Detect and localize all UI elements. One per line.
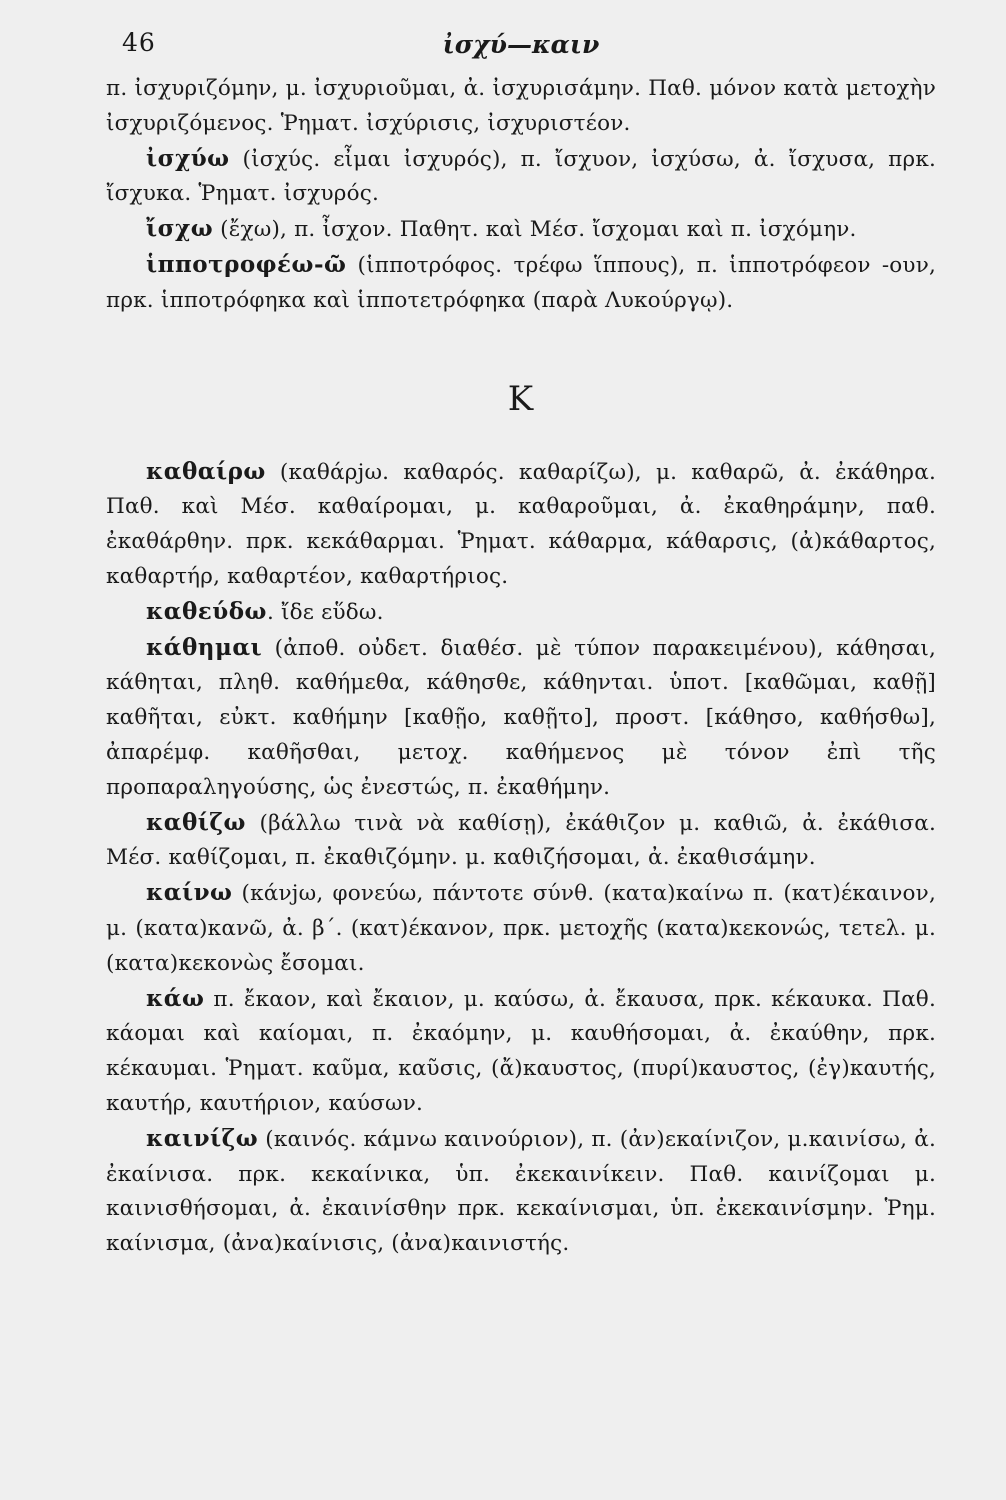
entry-katheudo <box>106 595 936 631</box>
page-number: 46 <box>122 28 156 57</box>
entry-text: (ἱπποτρόφος. τρέφω ἵππους), π. ἱπποτρόφεον -ουν, πρκ. ἱπποτρόφηκα καὶ ἱπποτετρόφηκα (παρὰ Λυκούργῳ). <box>106 252 936 313</box>
entry-text: . ἴδε εὕδω. <box>266 599 384 625</box>
section-letter-heading: K <box>507 378 535 419</box>
entry-headword: καθεύδω <box>146 597 267 625</box>
entry-ischyo <box>106 142 936 213</box>
entry-kathizo <box>106 806 936 877</box>
entry-headword: ἰσχύω <box>146 144 230 172</box>
running-head <box>106 28 936 72</box>
entry-text: (καθάρjω. καθαρός. καθαρίζω), μ. καθαρῶ, ἀ. ἐκάθηρα. Παθ. καὶ Μέσ. καθαίρομαι, μ. καθαροῦμαι, ἀ. ἐκαθηράμην, παθ. ἐκαθάρθην. πρκ. κεκάθαρμαι. Ῥηματ. κάθαρμα, κάθαρσις, (ἀ)κάθαρτος, καθαρτήρ, καθαρτέον, καθαρτήριος. <box>106 459 936 589</box>
entry-kathemai <box>106 631 936 806</box>
entry-hippotropheo <box>106 248 936 319</box>
entry-ischo <box>106 212 936 248</box>
entry-headword: κάω <box>146 984 205 1012</box>
entry-text: (κάνjω, φονεύω, πάντοτε σύνθ. (κατα)καίνω π. (κατ)έκαινον, μ. (κατα)κανῶ, ἀ. β΄. (κατ)έκανον, πρκ. μετοχῆς (κατα)κεκονώς, τετελ. μ. (κατα)κεκονὼς ἔσομαι. <box>106 881 936 976</box>
entry-kao <box>106 982 936 1122</box>
k-entries <box>106 455 936 1262</box>
entry-headword: καθαίρω <box>146 457 266 485</box>
entry-kathairo <box>106 455 936 595</box>
entry-kainizo <box>106 1122 936 1262</box>
entry-text: (ἀποθ. οὐδετ. διαθέσ. μὲ τύπον παρακειμένου), κάθησαι, κάθηται, πληθ. καθήμεθα, κάθησθε, κάθηνται. ὑποτ. [καθῶμαι, καθῇ] καθῆται, εὐκτ. καθήμην [καθῇο, καθῇτο], προστ. [κάθησο, καθήσθω], ἀπαρέμφ. καθῆσθαι, μετοχ. καθήμενος μὲ τόνον ἐπὶ τῆς προπαραληγούσης, ὡς ἐνεστώς, π. ἐκαθήμην. <box>106 635 936 800</box>
entry-text: (ἰσχύς. εἶμαι ἰσχυρός), π. ἴσχυον, ἰσχύσω, ἀ. ἴσχυσα, πρκ. ἴσχυκα. Ῥηματ. ἰσχυρός. <box>106 146 936 207</box>
entry-headword: καίνω <box>146 879 233 907</box>
entry-text: π. ἰσχυριζόμην, μ. ἰσχυριοῦμαι, ἀ. ἰσχυρισάμην. Παθ. μόνον κατὰ μετοχὴν ἰσχυριζόμενος. Ῥηματ. ἰσχύρισις, ἰσχυριστέον. <box>106 76 936 136</box>
entry-headword: καινίζω <box>146 1124 259 1152</box>
running-title: ἰσχύ—καιν <box>442 30 600 59</box>
entry-headword: κάθημαι <box>146 633 263 661</box>
top-entries <box>106 72 936 319</box>
entry-headword: ἱπποτροφέω-ῶ <box>146 250 347 278</box>
entry-kaino <box>106 876 936 981</box>
entry-headword: καθίζω <box>146 808 246 836</box>
entry-text: (βάλλω τινὰ νὰ καθίσῃ), ἐκάθιζον μ. καθιῶ, ἀ. ἐκάθισα. Μέσ. καθίζομαι, π. ἐκαθιζόμην. μ. καθιζήσομαι, ἀ. ἐκαθισάμην. <box>106 810 936 871</box>
entry-text: π. ἔκαον, καὶ ἔκαιον, μ. καύσω, ἀ. ἔκαυσα, πρκ. κέκαυκα. Παθ. κάομαι καὶ καίομαι, π. ἐκαόμην, μ. καυθήσομαι, ἀ. ἐκαύθην, πρκ. κέκαυμαι. Ῥηματ. καῦμα, καῦσις, (ἄ)καυστος, (πυρί)καυστος, (ἐγ)καυτής, καυτήρ, καυτήριον, καύσων. <box>106 986 936 1116</box>
entry-text: (καινός. κάμνω καινούριον), π. (ἀν)εκαίνιζον, μ.καινίσω, ἀ. ἐκαίνισα. πρκ. κεκαίνικα, ὑπ. ἐκεκαινίκειν. Παθ. καινίζομαι μ. καινισθήσομαι, ἀ. ἐκαινίσθην πρκ. κεκαίνισμαι, ὑπ. ἐκεκαινίσμην. Ῥημ. καίνισμα, (ἀνα)καίνισις, (ἀνα)καινιστής. <box>106 1126 936 1257</box>
entry-continuation <box>106 72 936 142</box>
entry-headword: ἴσχω <box>146 215 214 243</box>
entry-text: (ἔχω), π. ἶσχον. Παθητ. καὶ Μέσ. ἴσχομαι καὶ π. ἰσχόμην. <box>213 217 857 243</box>
